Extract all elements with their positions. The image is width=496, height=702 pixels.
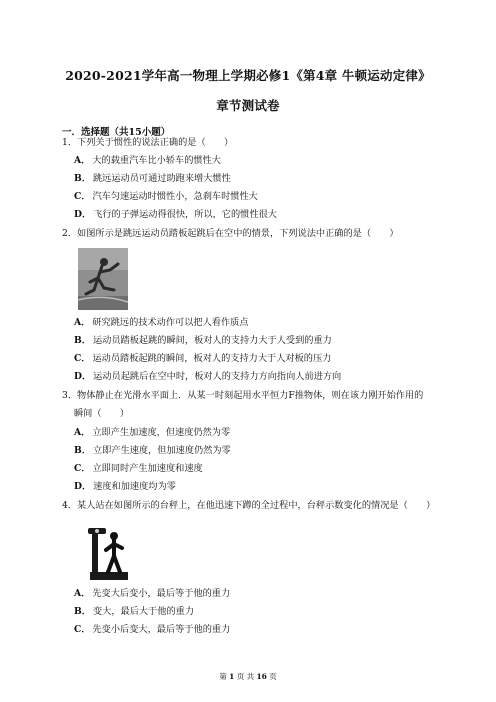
footer-prefix: 第 — [219, 672, 227, 681]
option-label: D． — [74, 371, 92, 382]
question-4-stem: 4．某人站在如图所示的台秤上，在他迅速下蹲的全过程中，台秤示数变化的情况是（ ） — [62, 500, 436, 511]
option-label: A． — [74, 588, 91, 599]
question-3-option-b — [74, 445, 231, 457]
option-label: B． — [74, 445, 91, 456]
option-text: 立即同时产生加速度和速度 — [92, 463, 203, 474]
question-4-option-c — [74, 624, 230, 636]
option-label: D． — [74, 481, 92, 492]
option-label: A． — [74, 317, 91, 328]
option-text: 先变小后变大，最后等于他的重力 — [92, 624, 231, 635]
question-3-stem-line1: 3．物体静止在光滑水平面上．从某一时刻起用水平恒力F推物体，则在该力刚开始作用的 — [62, 390, 424, 401]
question-2-option-c — [74, 353, 331, 365]
question-2-option-b — [74, 335, 332, 347]
question-1-option-d — [74, 209, 277, 221]
option-label: B． — [74, 173, 91, 184]
question-2-option-a — [74, 317, 249, 329]
question-3-option-d — [74, 481, 176, 493]
option-label: C． — [74, 191, 91, 202]
question-1-stem: 1．下列关于惯性的说法正确的是（ ） — [62, 137, 234, 148]
option-text: 汽车匀速运动时惯性小，急刹车时惯性大 — [92, 191, 258, 202]
question-1-option-c — [74, 191, 258, 203]
option-text: 速度和加速度均为零 — [93, 481, 176, 492]
option-label: A． — [74, 155, 91, 166]
option-label: C． — [74, 624, 91, 635]
option-label: B． — [74, 606, 91, 617]
option-label: C． — [74, 463, 91, 474]
document-subtitle: 章节测试卷 — [216, 98, 280, 113]
option-text: 变大，最后大于他的重力 — [92, 606, 195, 617]
long-jump-photo — [78, 248, 128, 310]
option-text: 先变大后变小，最后等于他的重力 — [92, 588, 231, 599]
option-label: B． — [74, 335, 91, 346]
option-text: 飞行的子弹运动得很快，所以，它的惯性很大 — [93, 209, 277, 220]
option-label: A． — [74, 427, 91, 438]
footer-total-pages: 16 — [256, 672, 267, 681]
option-text: 大的载重汽车比小轿车的惯性大 — [92, 155, 221, 166]
section-heading: 一．选择题（共15小题） — [62, 127, 171, 138]
question-4-option-a — [74, 588, 230, 600]
option-text: 运动员起跳后在空中时，板对人的支持力方向指向人前进方向 — [93, 371, 342, 382]
question-3-option-c — [74, 463, 203, 475]
option-text: 立即产生速度，但加速度仍然为零 — [92, 445, 231, 456]
option-text: 研究跳远的技术动作可以把人看作质点 — [92, 317, 249, 328]
option-text: 运动员踏板起跳的瞬间，板对人的支持力大于人受到的重力 — [92, 335, 332, 346]
question-3-stem-line2: 瞬间（ ） — [74, 408, 130, 419]
footer-suffix: 页 — [269, 672, 277, 681]
page-footer — [0, 671, 496, 682]
question-1-option-a — [74, 155, 221, 167]
option-label: D． — [74, 209, 92, 220]
question-2-option-d — [74, 371, 341, 383]
question-4-option-b — [74, 606, 194, 618]
question-3-option-a — [74, 427, 230, 439]
option-label: C． — [74, 353, 91, 364]
document-title: 2020-2021学年高一物理上学期必修1《第4章 牛顿运动定律》 — [65, 68, 431, 83]
scale-figure — [86, 528, 132, 582]
option-text: 跳远运动员可通过助跑来增大惯性 — [92, 173, 231, 184]
question-2-stem: 2．如图所示是跳远运动员踏板起跳后在空中的情景，下列说法中正确的是（ ） — [62, 228, 399, 239]
footer-current-page: 1 — [229, 672, 235, 681]
footer-mid: 页 共 — [236, 672, 255, 681]
question-1-option-b — [74, 173, 231, 185]
option-text: 立即产生加速度，但速度仍然为零 — [92, 427, 231, 438]
option-text: 运动员踏板起跳的瞬间，板对人的支持力大于人对板的压力 — [92, 353, 332, 364]
